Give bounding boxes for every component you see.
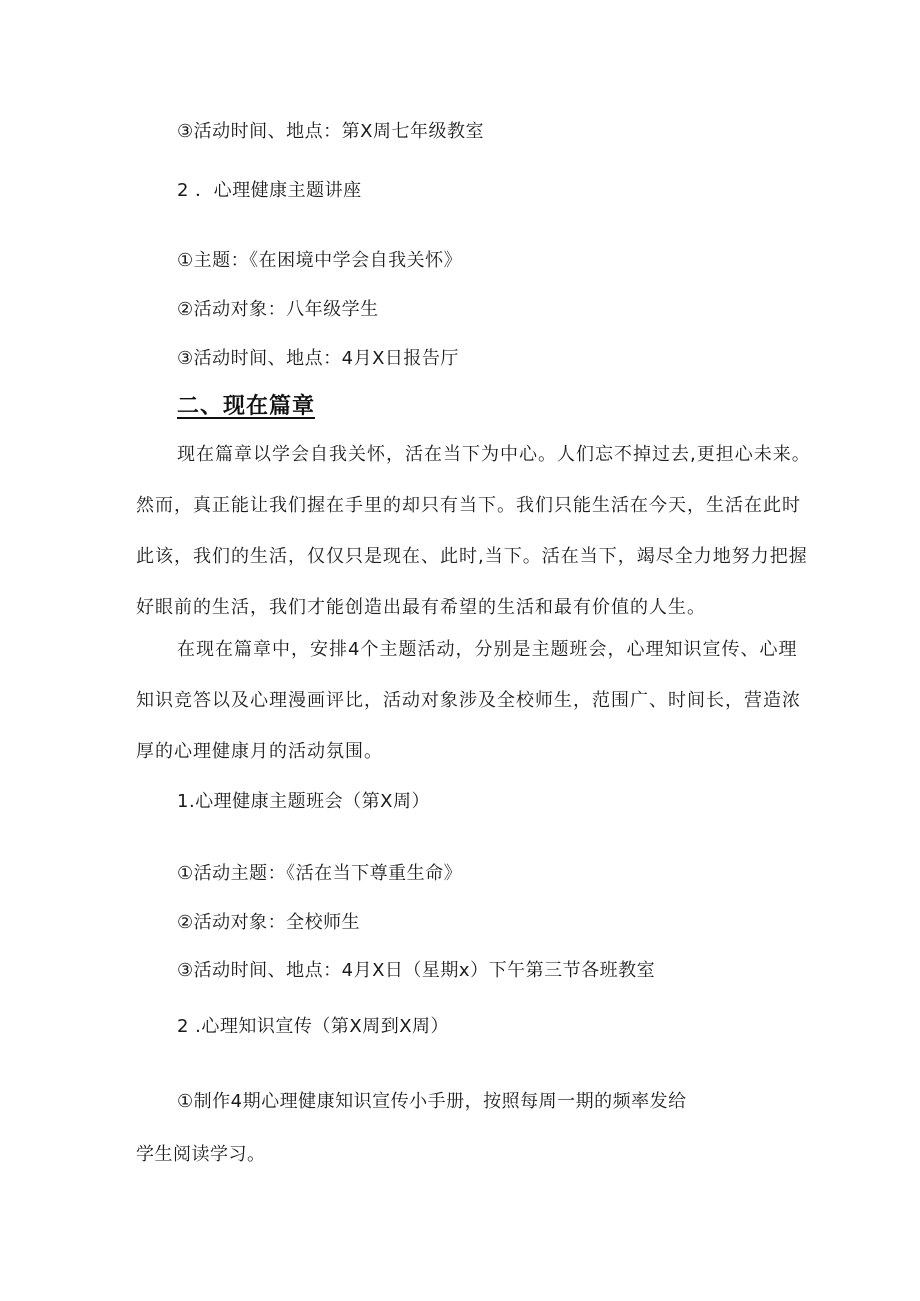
class-meeting-time-place-line: ③活动时间、地点：4月X日（星期x）下午第三节各班教室 bbox=[177, 960, 656, 981]
paragraph-line: 现在篇章以学会自我关怀，活在当下为中心。人们忘不掉过去,更担心未来。 bbox=[177, 444, 811, 465]
class-meeting-theme-line: ①活动主题：《活在当下尊重生命》 bbox=[177, 863, 463, 884]
publicity-item-continuation: 学生阅读学习。 bbox=[136, 1144, 266, 1165]
lecture-time-place-line: ③活动时间、地点：4月X日报告厅 bbox=[177, 348, 459, 369]
activities-paragraph bbox=[136, 624, 816, 777]
paragraph-line: 好眼前的生活，我们才能创造出最有希望的生活和最有价值的人生。 bbox=[136, 597, 706, 618]
class-meeting-audience-line: ②活动对象：全校师生 bbox=[177, 912, 361, 933]
publicity-heading: 2 .心理知识宣传（第X周到X周） bbox=[177, 1016, 450, 1037]
paragraph-line: 知识竞答以及心理漫画评比，活动对象涉及全校师生，范围广、时间长，营造浓 bbox=[136, 690, 801, 711]
section-title: 二、现在篇章 bbox=[177, 394, 316, 419]
class-meeting-heading: 1.心理健康主题班会（第X周） bbox=[177, 791, 431, 812]
lecture-theme-line: ①主题：《在困境中学会自我关怀》 bbox=[177, 250, 463, 271]
lecture-heading: 2 ．心理健康主题讲座 bbox=[177, 180, 362, 201]
activity-time-place-line: ③活动时间、地点：第X周七年级教室 bbox=[177, 121, 484, 142]
paragraph-line: 此该，我们的生活，仅仅只是现在、此时,当下。活在当下，竭尽全力地努力把握 bbox=[136, 546, 808, 567]
publicity-item-line: ①制作4期心理健康知识宣传小手册，按照每周一期的频率发给 bbox=[177, 1091, 687, 1112]
intro-paragraph bbox=[136, 429, 816, 633]
lecture-audience-line: ②活动对象：八年级学生 bbox=[177, 299, 379, 320]
paragraph-line: 然而，真正能让我们握在手里的却只有当下。我们只能生活在今天，生活在此时 bbox=[136, 495, 801, 516]
paragraph-line: 在现在篇章中，安排4个主题活动，分别是主题班会，心理知识宣传、心理 bbox=[177, 639, 798, 660]
paragraph-line: 厚的心理健康月的活动氛围。 bbox=[136, 741, 383, 762]
